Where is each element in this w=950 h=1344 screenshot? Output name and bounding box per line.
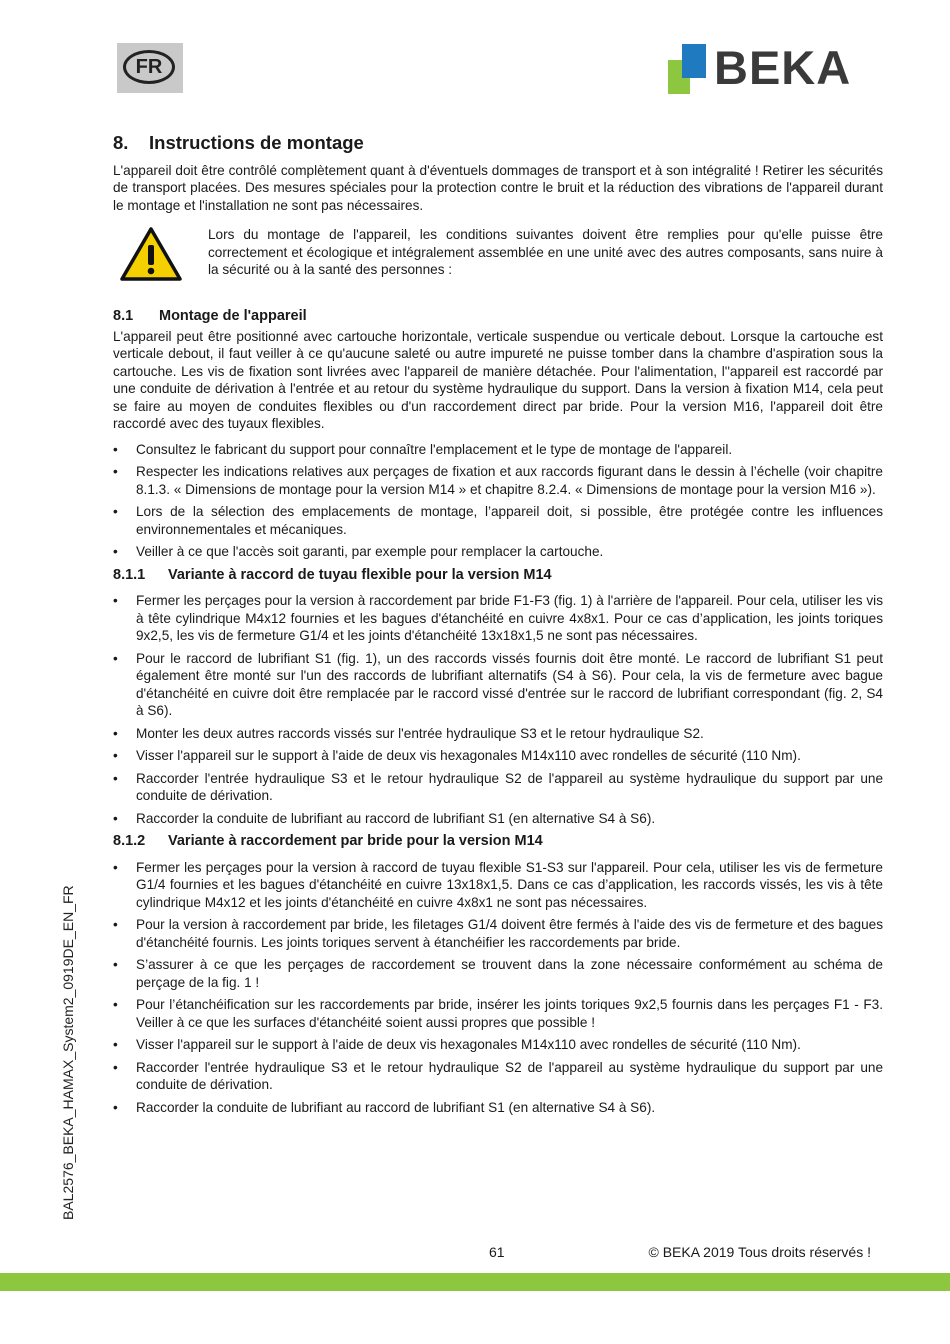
language-badge	[117, 43, 183, 93]
bullet-icon: •	[113, 725, 118, 741]
list-item	[113, 747, 883, 765]
section-8-1-1-list	[113, 592, 883, 827]
section-title: Montage de l'appareil	[159, 308, 307, 324]
list-item-text: Fermer les perçages pour la version à raccordement par bride F1-F3 (fig. 1) à l'arrière de l'appareil. Pour cela, utiliser les vis à tête cylindrique M4x12 fournies et les bagues d'étanchéité en cuivre 4x8x1. Pour ce cas d’application, les joints toriques 9x2,5, les vis de fermeture G1/4 et les joints d'étanchéité 13x18x1,5 ne sont pas nécessaires.	[136, 593, 883, 643]
list-item	[113, 463, 883, 498]
section-8-1-heading	[113, 308, 883, 326]
section-title: Variante à raccordement par bride pour la version M14	[168, 833, 543, 849]
list-item	[113, 1036, 883, 1054]
list-item	[113, 543, 883, 561]
beka-logo	[668, 42, 882, 96]
list-item-text: Raccorder la conduite de lubrifiant au raccord de lubrifiant S1 (en alternative S4 à S6).	[136, 810, 656, 826]
section-number: 8.1	[113, 308, 134, 324]
document-id-sidebar: BAL2576_BEKA_HAMAX_System2_0919DE_EN_FR	[60, 885, 76, 1220]
list-item-text: S’assurer à ce que les perçages de raccordement se trouvent dans la zone nécessaire conformément au schéma de perçage de la fig. 1 !	[136, 957, 883, 990]
list-item	[113, 441, 883, 459]
warning-text: Lors du montage de l'appareil, les conditions suivantes doivent être remplies pour qu'elle puisse être correctement et écologique et intégralement assemblée en une unité avec des autres composants, sans nuire à la sécurité ou à la santé des personnes :	[208, 227, 883, 277]
warning-triangle-icon	[119, 226, 183, 282]
language-badge-label: FR	[123, 50, 175, 84]
list-item-text: Pour la version à raccordement par bride, les filetages G1/4 doivent être fermés à l'aide des vis de fermeture et des bagues d'étanchéité fournis. Les joints toriques servent à étanchéifier les raccordements par bride.	[136, 917, 883, 950]
section-number: 8.	[113, 132, 129, 153]
list-item	[113, 956, 883, 991]
list-item-text: Pour l’étanchéification sur les raccordements par bride, insérer les joints toriques 9x2,5 fournis dans les perçages F1 - F3. Veiller à ce que les surfaces d'étanchéité soient aussi propres que possible !	[136, 997, 883, 1030]
list-item-text: Respecter les indications relatives aux perçages de fixation et aux raccords figurant dans le dessin à l’échelle (voir chapitre 8.1.3. « Dimensions de montage pour la version M14 » et chapitre 8.2.4. « Dimensions de montage pour la version M16 »).	[136, 464, 883, 497]
list-item	[113, 996, 883, 1031]
bullet-icon: •	[113, 859, 118, 875]
section-8-1-1-heading	[113, 567, 883, 585]
list-item-text: Monter les deux autres raccords vissés sur l'entrée hydraulique S3 et le retour hydraulique S2.	[136, 725, 704, 741]
section-8-1-2-list	[113, 859, 883, 1117]
bullet-icon: •	[113, 593, 118, 608]
bullet-icon: •	[113, 810, 118, 826]
bullet-icon: •	[113, 997, 118, 1012]
list-item	[113, 592, 883, 645]
bullet-icon: •	[113, 441, 118, 457]
list-item	[113, 859, 883, 912]
section-title: Variante à raccord de tuyau flexible pour la version M14	[168, 566, 552, 583]
section-8-1-2-heading	[113, 833, 883, 851]
bullet-icon: •	[113, 464, 118, 479]
section-8-1-list	[113, 441, 883, 561]
list-item-text: Veiller à ce que l'accès soit garanti, par exemple pour remplacer la cartouche.	[136, 544, 604, 559]
section-number: 8.1.1	[113, 566, 146, 583]
footer-green-bar	[0, 1273, 950, 1291]
list-item	[113, 810, 883, 828]
bullet-icon: •	[113, 504, 118, 519]
list-item-text: Raccorder l'entrée hydraulique S3 et le retour hydraulique S2 de l'appareil au système hydraulique du support par une conduite de dérivation.	[136, 770, 883, 803]
copyright-notice: © BEKA 2019 Tous droits réservés !	[648, 1244, 871, 1260]
section-number: 8.1.2	[113, 833, 146, 849]
section-8-intro: L'appareil doit être contrôlé complètement quant à d'éventuels dommages de transport et à son intégralité ! Retirer les sécurités de transport placées. Des mesures spéciales pour la protection contre le bruit et la réduction des vibrations de l'appareil durant le montage et l'installation ne sont pas nécessaires.	[113, 162, 883, 213]
section-8-heading	[113, 134, 883, 152]
warning-block	[113, 226, 883, 282]
main-content	[113, 134, 883, 1122]
bullet-icon: •	[113, 650, 118, 666]
section-8-1-text: L'appareil peut être positionné avec cartouche horizontale, verticale suspendue ou verticale debout. Lorsque la cartouche est verticale debout, il faut veiller à ce qu'aucune saleté ou autre impureté ne puisse tomber dans la chambre d'aspiration sous la cartouche. Les vis de fixation sont livrées avec l'appareil de manière détachée. Pour l'alimentation, l''appareil est raccordé par une conduite de dérivation à l'entrée et au retour du système hydraulique du support. Dans la version à fixation M14, cela peut se faire au moyen de conduites flexibles ou d'un raccordement direct par bride. Pour la version M16, l'appareil doit être raccordé avec des tuyaux flexibles.	[113, 328, 883, 431]
bullet-icon: •	[113, 917, 118, 932]
list-item-text: Raccorder l'entrée hydraulique S3 et le retour hydraulique S2 de l'appareil au système hydraulique du support par une conduite de dérivation.	[136, 1059, 883, 1092]
bullet-icon: •	[113, 544, 118, 559]
list-item-text: Lors de la sélection des emplacements de montage, l’appareil doit, si possible, être protégée contre les influences environnementales et mécaniques.	[136, 504, 883, 537]
list-item-text: Visser l'appareil sur le support à l'aide de deux vis hexagonales M14x110 avec rondelles de sécurité (110 Nm).	[136, 1037, 801, 1052]
list-item-text: Visser l'appareil sur le support à l'aide de deux vis hexagonales M14x110 avec rondelles de sécurité (110 Nm).	[136, 748, 801, 763]
bullet-icon: •	[113, 1037, 118, 1052]
bullet-icon: •	[113, 748, 118, 763]
list-item	[113, 770, 883, 805]
list-item	[113, 916, 883, 951]
page-number: 61	[489, 1244, 505, 1260]
list-item	[113, 1059, 883, 1094]
bullet-icon: •	[113, 1059, 118, 1075]
section-title: Instructions de montage	[149, 132, 364, 153]
list-item	[113, 650, 883, 720]
list-item	[113, 1099, 883, 1117]
list-item	[113, 725, 883, 743]
bullet-icon: •	[113, 770, 118, 786]
list-item-text: Consultez le fabricant du support pour connaître l'emplacement et le type de montage de l'appareil.	[136, 441, 733, 457]
logo-wordmark: BEKA	[714, 41, 852, 94]
list-item-text: Raccorder la conduite de lubrifiant au raccord de lubrifiant S1 (en alternative S4 à S6).	[136, 1099, 656, 1115]
bullet-icon: •	[113, 957, 118, 972]
list-item	[113, 503, 883, 538]
bullet-icon: •	[113, 1099, 118, 1115]
list-item-text: Fermer les perçages pour la version à raccord de tuyau flexible S1-S3 sur l'appareil. Pour cela, utiliser les vis de fermeture G1/4 fournies et les bagues d'étanchéité en cuivre 13x18x1,5. Dans ce cas d’application, les raccords vissés, les vis à tête cylindrique M4x12 et les joints d'étanchéité en cuivre 4x8x1 ne sont pas nécessaires.	[136, 859, 883, 910]
logo-blue-square	[682, 44, 706, 78]
list-item-text: Pour le raccord de lubrifiant S1 (fig. 1), un des raccords vissés fournis doit être monté. Le raccord de lubrifiant S1 peut également être monté sur l'un des raccords de lubrifiant alternatifs (S4 à S6). Pour cela, la vis de fermeture avec bague d'étanchéité en cuivre doit être remplacée par le raccord vissé d'entrée sur le raccord de lubrifiant correspondant (fig. 2, S4 à S6).	[136, 650, 883, 718]
